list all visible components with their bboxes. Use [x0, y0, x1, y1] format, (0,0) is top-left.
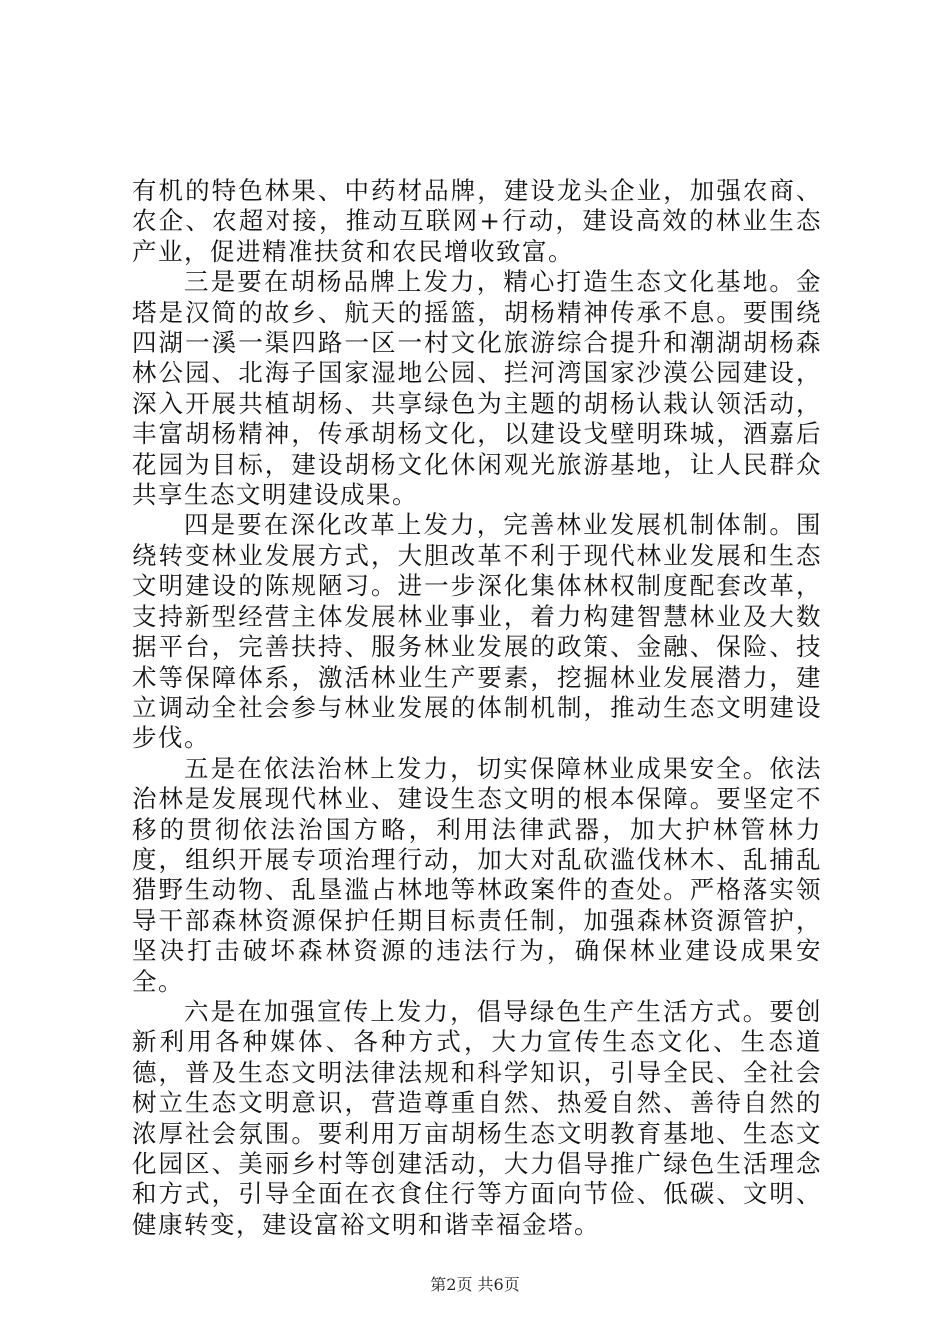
paragraph-publicity: 六是在加强宣传上发力，倡导绿色生产生活方式。要创新利用各种媒体、各种方式，大力宣传生态文化、生态道德，普及生态文明法律法规和科学知识，引导全民、全社会树立生态文明意识，营造尊重自然、热爱自然、善待自然的浓厚社会氛围。要利用万亩胡杨生态文明教育基地、生态文化园区、美丽乡村等创建活动，大力倡导推广绿色生活理念和方式，引导全面在衣食住行等方面向节俭、低碳、文明、健康转变，建设富裕文明和谐幸福金塔。	[132, 996, 822, 1239]
paragraph-continued: 有机的特色林果、中药材品牌，建设龙头企业，加强农商、农企、农超对接，推动互联网+行动，建设高效的林业生态产业，促进精准扶贫和农民增收致富。	[132, 176, 822, 266]
paragraph-rule-of-law: 五是在依法治林上发力，切实保障林业成果安全。依法治林是发展现代林业、建设生态文明的根本保障。要坚定不移的贯彻依法治国方略，利用法律武器，加大护林管林力度，组织开展专项治理行动，加大对乱砍滥伐林木、乱捕乱猎野生动物、乱垦滥占林地等林政案件的查处。严格落实领导干部森林资源保护任期目标责任制，加强森林资源管护，坚决打击破坏森林资源的违法行为，确保林业建设成果安全。	[132, 753, 822, 996]
page-number-footer: 第2页 共6页	[430, 1275, 520, 1294]
paragraph-hu-yang-brand: 三是要在胡杨品牌上发力，精心打造生态文化基地。金塔是汉简的故乡、航天的摇篮，胡杨精神传承不息。要围绕四湖一溪一渠四路一区一村文化旅游综合提升和潮湖胡杨森林公园、北海子国家湿地公园、拦河湾国家沙漠公园建设，深入开展共植胡杨、共享绿色为主题的胡杨认栽认领活动，丰富胡杨精神，传承胡杨文化，以建设戈壁明珠城，酒嘉后花园为目标，建设胡杨文化休闲观光旅游基地，让人民群众共享生态文明建设成果。	[132, 267, 822, 510]
paragraph-deepen-reform: 四是要在深化改革上发力，完善林业发展机制体制。围绕转变林业发展方式，大胆改革不利于现代林业发展和生态文明建设的陈规陋习。进一步深化集体林权制度配套改革，支持新型经营主体发展林业事业，着力构建智慧林业及大数据平台，完善扶持、服务林业发展的政策、金融、保险、技术等保障体系，激活林业生产要素，挖掘林业发展潜力，建立调动全社会参与林业发展的体制机制，推动生态文明建设步伐。	[132, 510, 822, 753]
document-body	[132, 176, 822, 1240]
